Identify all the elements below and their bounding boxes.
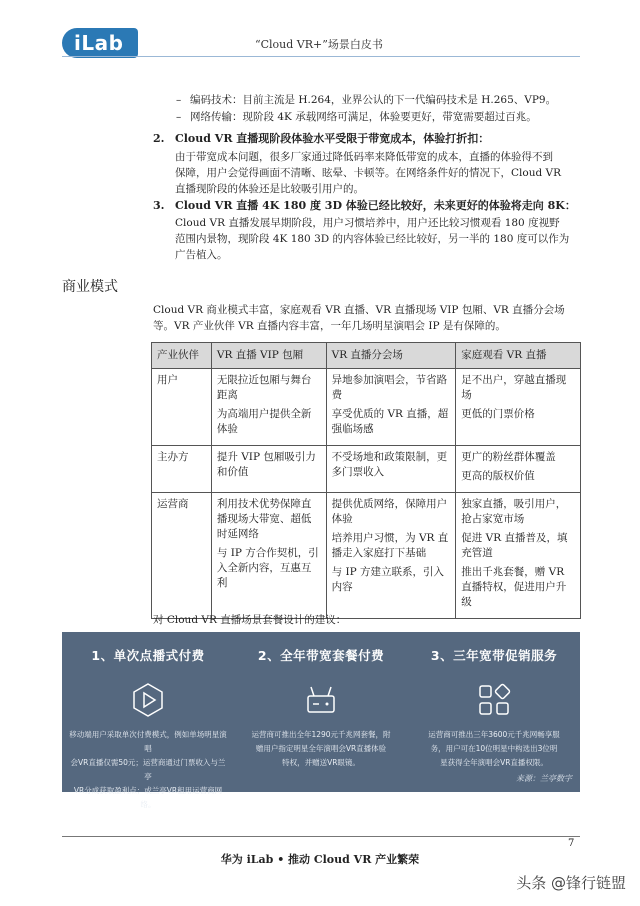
table-header-row: [152, 343, 581, 369]
banner-column-title: 3、三年宽带促销服务: [430, 648, 558, 663]
table-cell: 利用技术优势保障直播现场大带宽、超低时延网络 与 IP 方合作契机，引入全新内容，互惠互利: [211, 493, 326, 619]
numbered-heading: 3. Cloud VR 直播 4K 180 度 3D 体验已经比较好，未来更好的体验将走向 8K：: [153, 199, 576, 212]
page-number: 7: [568, 838, 575, 849]
table-row: [152, 493, 581, 619]
table-cell: 独家直播，吸引用户，抢占家宽市场 促进 VR 直播普及，填充管道 推出千兆套餐，赠 VR 直播特权，促进用户升级: [456, 493, 581, 619]
table-cell: 无限拉近包厢与舞台距离 为高端用户提供全新体验: [211, 369, 326, 446]
item-paragraph: Cloud VR 直播发展早期阶段，用户习惯培养中，用户还比较习惯观看 180 度视野 范围内景物，现阶段 4K 180 3D 的内容体验已经比较好，另一半的 180 度可以作为 广告植入。: [175, 217, 570, 261]
banner-column-desc: 运营商可推出三年3600元千兆网畅享服 务，用户可在10位明星中构选出3位明 星获得全年演唱会VR直播权限。: [428, 730, 560, 767]
table-row: [152, 446, 581, 493]
banner-column-desc: 运营商可推出全年1290元千兆网套餐，附 赠用户指定明星全年演唱会VR直播体验 特权，并赠送VR眼镜。: [251, 730, 391, 767]
play-icon: [130, 682, 166, 718]
table-row: [152, 369, 581, 446]
row-label: 用户: [152, 369, 212, 446]
router-icon: [303, 682, 339, 718]
table-header: VR 直播 VIP 包厢: [211, 343, 326, 369]
row-label: 运营商: [152, 493, 212, 619]
banner-column-title: 1、单次点播式付费: [91, 648, 205, 663]
section-title: 商业模式: [62, 279, 118, 295]
table-cell: 不受场地和政策限制，更多门票收入: [326, 446, 456, 493]
table-cell: 提供优质网络，保障用户体验 培养用户习惯，为 VR 直播走入家庭打下基础 与 IP 方建立联系，引入内容: [326, 493, 456, 619]
banner-column-title: 2、全年带宽套餐付费: [257, 648, 385, 663]
dash-item: – 网络传输：现阶段 4K 承载网络可满足，体验要更好，带宽需要超过百兆。: [176, 111, 537, 123]
business-model-table: [151, 342, 581, 619]
package-banner: [62, 632, 580, 809]
banner-column: [62, 632, 234, 809]
dash-item: – 编码技术：目前主流是 H.264，业界公认的下一代编码技术是 H.265、VP9。: [176, 94, 557, 106]
table-header: 家庭观看 VR 直播: [456, 343, 581, 369]
table-header: 产业伙伴: [152, 343, 212, 369]
section-intro: Cloud VR 商业模式丰富，家庭观看 VR 直播、VR 直播现场 VIP 包厢、VR 直播分会场 等。VR 产业伙伴 VR 直播内容丰富，一年几场明星演唱会 IP 是有保障的。: [153, 304, 565, 332]
footer-divider: [62, 836, 580, 837]
banner-source: 来源：兰亭数字: [516, 774, 572, 783]
footer-text: 华为 iLab • 推动 Cloud VR 产业繁荣: [220, 853, 420, 866]
banner-column: [408, 632, 580, 792]
item-paragraph: 由于带宽成本问题，很多厂家通过降低码率来降低带宽的成本，直播的体验得不到 保障，用户会觉得画面不清晰、眩晕、卡顿等。在网络条件好的情况下，Cloud VR 直播现阶段的体验还是比较吸引用户的。: [175, 151, 562, 195]
header-title: “Cloud VR+”场景白皮书: [255, 38, 383, 51]
banner-caption: 对 Cloud VR 直播场景套餐设计的建议：: [153, 614, 347, 626]
header-divider: [62, 56, 580, 57]
table-cell: 更广的粉丝群体覆盖 更高的版权价值: [456, 446, 581, 493]
table-header: VR 直播分会场: [326, 343, 456, 369]
ilab-logo: iLab: [62, 28, 138, 58]
watermark: 头条 @锋行链盟: [516, 874, 626, 892]
table-cell: 提升 VIP 包厢吸引力和价值: [211, 446, 326, 493]
numbered-heading: 2. Cloud VR 直播现阶段体验水平受限于带宽成本，体验打折扣：: [153, 132, 490, 145]
table-cell: 异地参加演唱会，节省路费 享受优质的 VR 直播，超强临场感: [326, 369, 456, 446]
row-label: 主办方: [152, 446, 212, 493]
banner-column-desc: 移动端用户采取单次付费模式，例如单场明星演唱 会VR直播仅需50元；运营商通过门票收入与兰亭 VR分成获取盈利点；或兰亭VR租用运营商网络。: [69, 730, 227, 809]
banner-column: [235, 632, 407, 792]
apps-icon: [476, 682, 512, 718]
table-cell: 足不出户，穿越直播现场 更低的门票价格: [456, 369, 581, 446]
